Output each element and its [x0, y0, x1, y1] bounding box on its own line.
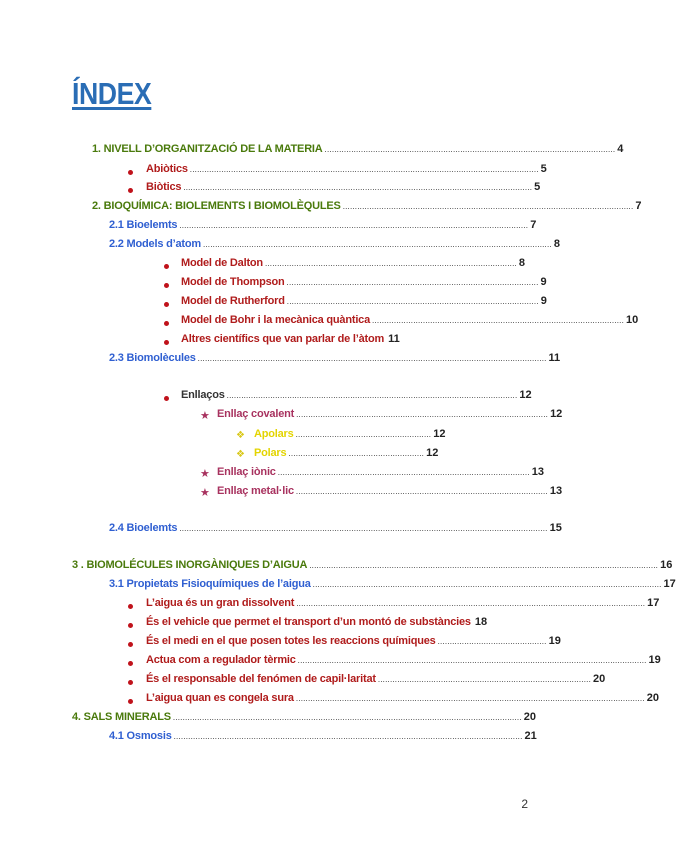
- toc-page-number: 19: [648, 654, 661, 666]
- toc-entry-3-1[interactable]: [109, 578, 676, 594]
- toc-page-number: 7: [635, 200, 642, 212]
- toc-entry-section-2[interactable]: [92, 200, 642, 216]
- toc-page-number: 20: [593, 673, 606, 685]
- toc-page-number: 8: [518, 257, 526, 269]
- toc-entry-congela[interactable]: [146, 692, 659, 708]
- toc-page-number: 17: [663, 578, 676, 590]
- star-bullet-icon: ★: [200, 486, 210, 499]
- leader-dots: ................................................................................................................................................: [296, 599, 646, 608]
- leader-dots: ........................................................................................: [377, 675, 592, 684]
- leader-dots: ................................................................................................................................................: [183, 183, 533, 192]
- toc-entry-label: 2. BIOQUÍMICA: BIOLEMENTS I BIOMOLÈQULES: [92, 200, 341, 212]
- toc-entry-label: Model de Thompson: [181, 276, 285, 288]
- leader-dots: ........................................................................................................: [286, 278, 539, 287]
- toc-entry-regulador[interactable]: [146, 654, 661, 670]
- toc-entry-label: 4. SALS MINERALS: [72, 711, 171, 723]
- toc-entry-label: L’aigua és un gran dissolvent: [146, 597, 295, 609]
- toc-entry-2-4[interactable]: [109, 522, 562, 538]
- leader-dots: ................................................................................................................................................: [197, 354, 547, 363]
- star-bullet-icon: ★: [200, 409, 210, 422]
- toc-page-number: 18: [474, 616, 488, 628]
- toc-entry-label: 1. NIVELL D’ORGANITZACIÓ DE LA MATERIA: [92, 143, 323, 155]
- leader-dots: ........................................................................................................: [295, 487, 548, 496]
- toc-page-number: 5: [540, 163, 547, 175]
- toc-entry-enllacos[interactable]: [181, 389, 532, 405]
- toc-entry-apolars[interactable]: [254, 428, 446, 444]
- toc-entry-dissolvent[interactable]: [146, 597, 660, 613]
- bullet-icon: [128, 170, 133, 175]
- toc-entry-label: L’aigua quan es congela sura: [146, 692, 294, 704]
- bullet-icon: [128, 661, 133, 666]
- toc-entry-enllac-ionic[interactable]: [217, 466, 544, 482]
- leader-dots: ................................................................................................................................................: [312, 580, 662, 589]
- leader-dots: ........................................................................................................................................................: [179, 524, 548, 533]
- bullet-icon: [164, 340, 169, 345]
- toc-page-number: 5: [534, 181, 541, 193]
- toc-entry-label: 4.1 Osmosis: [109, 730, 172, 742]
- toc-entry-enllac-metal-lic[interactable]: [217, 485, 563, 501]
- toc-page-number: 10: [626, 314, 639, 326]
- diamond-bullet-icon: ❖: [236, 449, 245, 460]
- toc-entry-label: 2.2 Models d’atom: [109, 238, 201, 250]
- leader-dots: ........................................................................................................: [264, 259, 517, 268]
- leader-dots: ................................................................................................................................................: [173, 732, 523, 741]
- toc-entry-enllac-covalent[interactable]: [217, 408, 563, 424]
- toc-entry-medi[interactable]: [146, 635, 561, 651]
- toc-entry-label: Enllaç metal·lic: [217, 485, 294, 497]
- toc-entry-label: Enllaç iònic: [217, 466, 276, 478]
- toc-page-number: 4: [617, 143, 624, 155]
- toc-entry-section-3[interactable]: [72, 559, 673, 575]
- leader-dots: ........................................................: [295, 430, 432, 439]
- toc-entry-label: 2.1 Bioelemts: [109, 219, 178, 231]
- bullet-icon: [128, 642, 133, 647]
- toc-entry-biotics[interactable]: [146, 181, 541, 197]
- toc-page-number: 12: [433, 428, 446, 440]
- toc-page-number: 17: [647, 597, 660, 609]
- toc-entry-label: 2.3 Biomolècules: [109, 352, 196, 364]
- toc-entry-label: Enllaços: [181, 389, 225, 401]
- leader-dots: .............................................: [437, 637, 547, 646]
- bullet-icon: [164, 321, 169, 326]
- toc-entry-rutherford[interactable]: [181, 295, 547, 311]
- toc-entry-thompson[interactable]: [181, 276, 547, 292]
- leader-dots: ........................................................................................................................: [226, 391, 518, 400]
- page-title: ÍNDEX: [72, 76, 152, 111]
- toc-page-number: 12: [550, 408, 563, 420]
- toc-entry-4-1[interactable]: [109, 730, 537, 746]
- toc-page-number: 13: [531, 466, 544, 478]
- toc-entry-label: Apolars: [254, 428, 294, 440]
- toc-page-number: 7: [530, 219, 537, 231]
- toc-entry-label: Model de Dalton: [181, 257, 263, 269]
- leader-dots: ........................................................................................................: [277, 468, 530, 477]
- diamond-bullet-icon: ❖: [236, 430, 245, 441]
- toc-entry-label: Model de Bohr i la mecànica quàntica: [181, 314, 371, 326]
- toc-entry-label: Polars: [254, 447, 287, 459]
- toc-entry-label: Abiòtics: [146, 163, 188, 175]
- toc-entry-label: És el medi en el que posen totes les reaccions químiques: [146, 635, 436, 647]
- leader-dots: ................................................................................................................................................: [189, 165, 539, 174]
- bullet-icon: [128, 699, 133, 704]
- toc-entry-label: Actua com a regulador tèrmic: [146, 654, 296, 666]
- toc-entry-section-1[interactable]: [92, 143, 624, 159]
- toc-page-number: 13: [549, 485, 563, 497]
- star-bullet-icon: ★: [200, 467, 210, 480]
- toc-entry-label: 3 . BIOMOLÉCULES INORGÀNIQUES D’AIGUA: [72, 559, 308, 571]
- leader-dots: ................................................................................................................................................: [202, 240, 552, 249]
- leader-dots: ................................................................................................................................................: [309, 561, 659, 570]
- toc-entry-label: Biòtics: [146, 181, 182, 193]
- toc-entry-altres[interactable]: [181, 333, 399, 349]
- leader-dots: ........................................................................................................: [286, 297, 539, 306]
- toc-page-number: 11: [388, 333, 400, 345]
- toc-entry-label: 2.4 Bioelemts: [109, 522, 178, 534]
- toc-entry-label: Altres científics que van parlar de l’àtom: [181, 333, 385, 345]
- toc-entry-label: És el vehicle que permet el transport d’un montó de substàncies: [146, 616, 471, 628]
- leader-dots: ........................................................................................................................: [324, 145, 616, 154]
- leader-dots: ........................................................................................................................: [342, 202, 634, 211]
- leader-dots: ........................................................................................................: [296, 410, 549, 419]
- toc-page-number: 16: [660, 559, 673, 571]
- toc-page-number: 20: [523, 711, 536, 723]
- leader-dots: ........................................................................................................: [372, 316, 624, 325]
- toc-entry-label: Enllaç covalent: [217, 408, 295, 420]
- bullet-icon: [164, 396, 169, 401]
- toc-entry-label: Model de Rutherford: [181, 295, 285, 307]
- toc-page-number: 9: [540, 276, 547, 288]
- toc-entry-2-1[interactable]: [109, 219, 537, 235]
- toc-entry-polars[interactable]: [254, 447, 439, 463]
- toc-entry-section-4[interactable]: [72, 711, 536, 727]
- toc-entry-2-3[interactable]: [109, 352, 561, 368]
- toc-entry-label: És el responsable del fenómen de capil·laritat: [146, 673, 376, 685]
- leader-dots: ................................................................................................................................................: [297, 656, 647, 665]
- bullet-icon: [128, 188, 133, 193]
- page-number: 2: [521, 797, 528, 811]
- bullet-icon: [128, 604, 133, 609]
- toc-entry-vehicle[interactable]: [146, 616, 488, 632]
- toc-entry-capil-laritat[interactable]: [146, 673, 606, 689]
- toc-page-number: 19: [548, 635, 561, 647]
- toc-entry-dalton[interactable]: [181, 257, 526, 273]
- toc-entry-label: 3.1 Propietats Fisioquímiques de l’aigua: [109, 578, 311, 590]
- toc-entry-bohr[interactable]: [181, 314, 639, 330]
- toc-page-number: 21: [524, 730, 537, 742]
- bullet-icon: [128, 680, 133, 685]
- bullet-icon: [128, 623, 133, 628]
- toc-page-number: 9: [540, 295, 547, 307]
- toc-entry-2-2[interactable]: [109, 238, 560, 254]
- toc-page-number: 12: [426, 447, 439, 459]
- toc-page-number: 20: [646, 692, 659, 704]
- toc-entry-abiotics[interactable]: [146, 163, 547, 179]
- leader-dots: ........................................................: [288, 449, 425, 458]
- toc-page-number: 8: [553, 238, 560, 250]
- toc-page-number: 15: [549, 522, 562, 534]
- leader-dots: ................................................................................................................................................: [295, 694, 645, 703]
- leader-dots: ................................................................................................................................................: [179, 221, 529, 230]
- toc-page-number: 12: [519, 389, 532, 401]
- toc-page-number: 11: [548, 352, 561, 364]
- leader-dots: ................................................................................................................................................: [172, 713, 522, 722]
- bullet-icon: [164, 302, 169, 307]
- bullet-icon: [164, 264, 169, 269]
- bullet-icon: [164, 283, 169, 288]
